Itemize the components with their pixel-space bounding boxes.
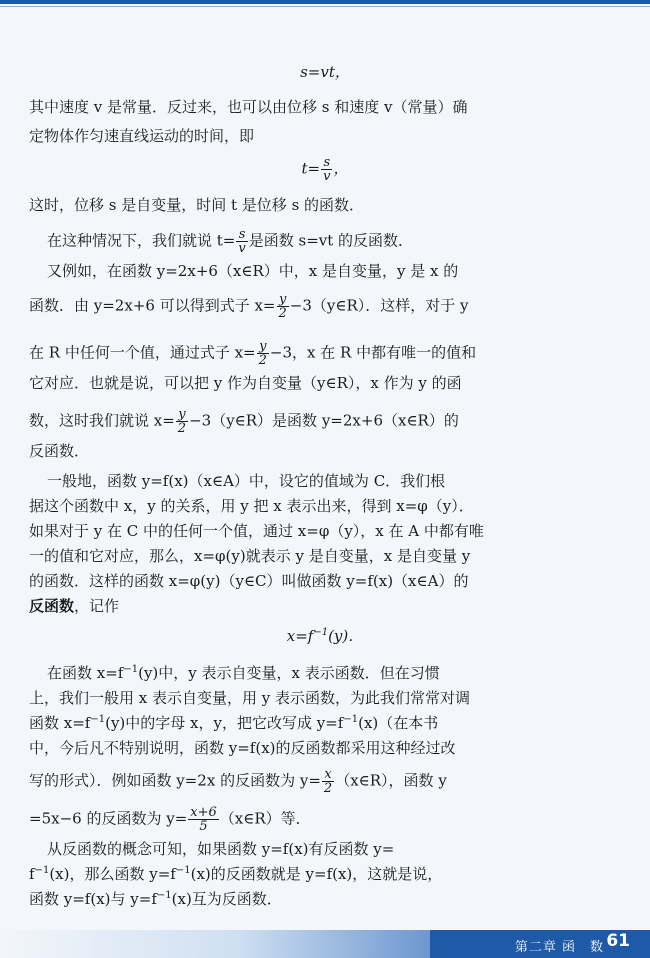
superscript: −1 [90, 714, 106, 725]
superscript: −1 [343, 714, 359, 725]
fraction [188, 806, 219, 833]
text-line [29, 768, 447, 795]
denominator: 2 [177, 421, 187, 436]
denominator: 2 [258, 353, 267, 368]
denominator: 2 [278, 306, 287, 321]
text-segment: (x)（在本书 [358, 714, 439, 732]
text-segment: f [29, 865, 35, 883]
text-segment: 函数 x=f [29, 714, 91, 732]
text-line [29, 408, 459, 435]
fraction [236, 228, 247, 255]
text-segment: 在 R 中任何一个值，通过式子 x= [29, 343, 256, 362]
text-segment: −3（y∈R）是函数 y=2x+6（x∈R）的 [189, 411, 459, 430]
formula-lhs: t= [301, 159, 321, 178]
text-line [29, 806, 311, 833]
fraction [277, 293, 289, 320]
text-line: 一般地，函数 y=f(x)（x∈A）中，设它的值域为 C．我们根 [47, 472, 446, 490]
denominator: v [323, 169, 331, 184]
text-segment: (x)，那么函数 y=f [49, 865, 176, 883]
text-line [29, 865, 442, 883]
text-line: 据这个函数中 x，y 的关系，用 y 把 x 表示出来，得到 x=φ（y）． [29, 497, 474, 515]
denominator: v [238, 241, 246, 256]
text-segment: −3，x 在 R 中都有唯一的值和 [269, 343, 477, 362]
fraction [321, 156, 332, 183]
fraction [176, 408, 188, 435]
denominator: 5 [199, 819, 208, 834]
numerator: y [277, 293, 289, 307]
text-line: 一的值和它对应，那么，x=φ(y)就表示 y 是自变量，x 是自变量 y [29, 547, 471, 565]
text-line: 从反函数的概念可知，如果函数 y=f(x)有反函数 y= [47, 840, 395, 858]
numerator: s [236, 228, 247, 242]
text-line: 中，今后凡不特别说明，函数 y=f(x)的反函数都采用这种经过改 [29, 739, 456, 757]
text-segment: ，记作 [74, 597, 120, 615]
formula-tail: ， [333, 159, 349, 178]
chapter-label: 第二章 函 数 [514, 940, 604, 955]
numerator: y [176, 408, 188, 422]
text-segment: (x)的反函数就是 y=f(x)，这就是说， [190, 865, 443, 883]
numerator: x+6 [190, 805, 217, 820]
formula-t-s-over-v [0, 156, 650, 183]
numerator: y [257, 340, 269, 354]
text-line: 又例如，在函数 y=2x+6（x∈R）中，x 是自变量，y 是 x 的 [47, 262, 459, 280]
text-line: 上，我们一般用 x 表示自变量，用 y 表示函数，为此我们常常对调 [29, 689, 471, 707]
text-segment: （x∈R），函数 y [335, 771, 447, 790]
text-line [29, 597, 119, 615]
text-segment: 在函数 x=f [47, 664, 124, 682]
numerator: s [321, 156, 332, 170]
text-line [47, 664, 440, 682]
footer-gradient [0, 930, 430, 958]
text-line: 的函数．这样的函数 x=φ(y)（y∈C）叫做函数 y=f(x)（x∈A）的 [29, 572, 469, 590]
fraction [322, 768, 334, 795]
term-inverse-function: 反函数 [29, 597, 75, 615]
text-segment: −3（y∈R）．这样，对于 y [289, 296, 469, 315]
page-number: 61 [606, 931, 630, 951]
text-line [47, 228, 413, 255]
superscript: −1 [313, 627, 329, 638]
text-line: 这时，位移 s 是自变量，时间 t 是位移 s 的函数． [29, 196, 365, 214]
text-line: 其中速度 v 是常量．反过来，也可以由位移 s 和速度 v（常量）确 [29, 98, 468, 116]
text-line [29, 293, 469, 320]
denominator: 2 [323, 781, 333, 796]
text-segment: =5x−6 的反函数为 y= [29, 809, 188, 828]
text-line: 反函数． [29, 442, 90, 460]
text-line [29, 890, 282, 908]
text-segment: 写的形式）．例如函数 y=2x 的反函数为 y= [29, 771, 321, 790]
text-segment: 在这种情况下，我们就说 t= [47, 231, 236, 250]
text-segment: 是函数 s=vt 的反函数． [248, 231, 414, 250]
superscript: −1 [34, 865, 50, 876]
formula-s-vt: s=vt， [300, 63, 350, 81]
text-segment: （x∈R）等． [219, 809, 311, 828]
text-segment: 函数 y=f(x)与 y=f [29, 890, 157, 908]
text-segment: 数，这时我们就说 x= [29, 411, 175, 430]
text-line [29, 340, 476, 367]
text-line: 它对应．也就是说，可以把 y 作为自变量（y∈R），x 作为 y 的函 [29, 374, 462, 392]
superscript: −1 [156, 890, 172, 901]
formula-inverse [0, 627, 650, 645]
text-line [29, 714, 438, 732]
formula-segment: x=f [286, 627, 314, 645]
superscript: −1 [175, 865, 191, 876]
numerator: x [322, 768, 334, 782]
superscript: −1 [123, 664, 139, 675]
formula-segment: (y)． [328, 627, 364, 645]
text-line: 如果对于 y 在 C 中的任何一个值，通过 x=φ（y），x 在 A 中都有唯 [29, 522, 484, 540]
text-line: 定物体作匀速直线运动的时间，即 [29, 127, 255, 145]
text-segment: 函数．由 y=2x+6 可以得到式子 x= [29, 296, 276, 315]
text-segment: (y)中的字母 x，y，把它改写成 y=f [105, 714, 344, 732]
fraction [257, 340, 269, 367]
text-segment: (x)互为反函数． [171, 890, 282, 908]
text-segment: (y)中，y 表示自变量，x 表示函数．但在习惯 [138, 664, 440, 682]
